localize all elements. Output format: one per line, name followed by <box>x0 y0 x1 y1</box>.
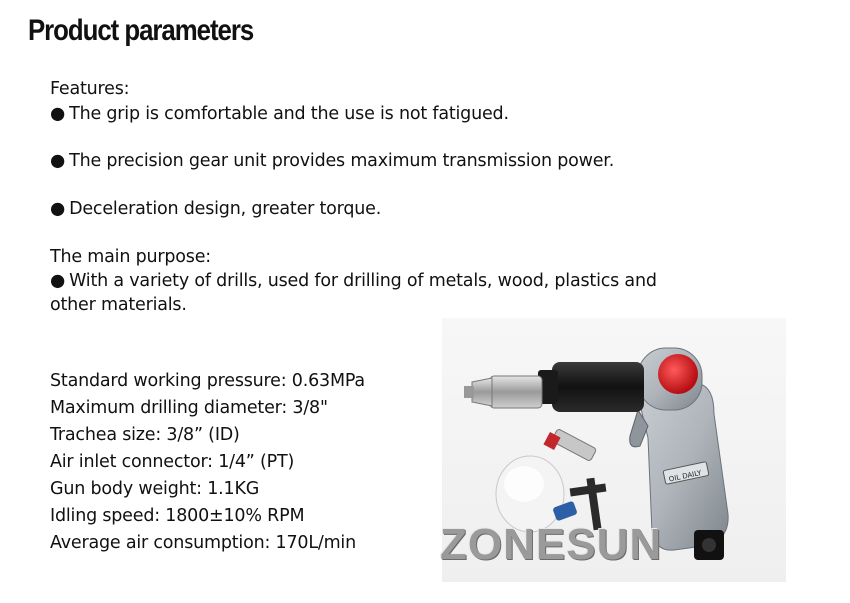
purpose-text-line1 <box>50 269 657 293</box>
feature-text: The precision gear unit provides maximum transmission power. <box>69 151 615 171</box>
spec-item: Gun body weight: 1.1KG <box>50 479 260 499</box>
specs-list <box>50 368 365 557</box>
tool-label: OIL DAILY <box>668 468 703 484</box>
red-cap-icon <box>658 354 698 394</box>
feature-text: The grip is comfortable and the use is not fatigued. <box>69 104 509 124</box>
spec-item: Idling speed: 1800±10% RPM <box>50 506 305 526</box>
brand-watermark: ZONESUN <box>440 520 663 569</box>
spec-item: Maximum drilling diameter: 3/8" <box>50 398 328 418</box>
purpose-text: With a variety of drills, used for drilling of metals, wood, plastics and <box>69 271 657 291</box>
bullet-icon: ● <box>50 151 66 171</box>
feature-item <box>50 102 509 127</box>
feature-text: Deceleration design, greater torque. <box>69 199 382 219</box>
feature-item-3 <box>50 197 381 222</box>
features-section <box>50 77 509 127</box>
features-heading: Features: <box>50 79 130 99</box>
page-title: Product parameters <box>28 14 254 47</box>
bullet-icon: ● <box>50 199 66 219</box>
purpose-section <box>50 245 657 317</box>
spec-item: Standard working pressure: 0.63MPa <box>50 371 365 391</box>
bullet-icon: ● <box>50 271 66 291</box>
purpose-heading: The main purpose: <box>50 247 211 267</box>
bullet-icon: ● <box>50 104 66 124</box>
spec-item: Air inlet connector: 1/4” (PT) <box>50 452 295 472</box>
spec-item: Trachea size: 3/8” (ID) <box>50 425 240 445</box>
feature-item-2 <box>50 149 614 174</box>
purpose-text-line2: other materials. <box>50 295 187 315</box>
spec-item: Average air consumption: 170L/min <box>50 533 356 553</box>
